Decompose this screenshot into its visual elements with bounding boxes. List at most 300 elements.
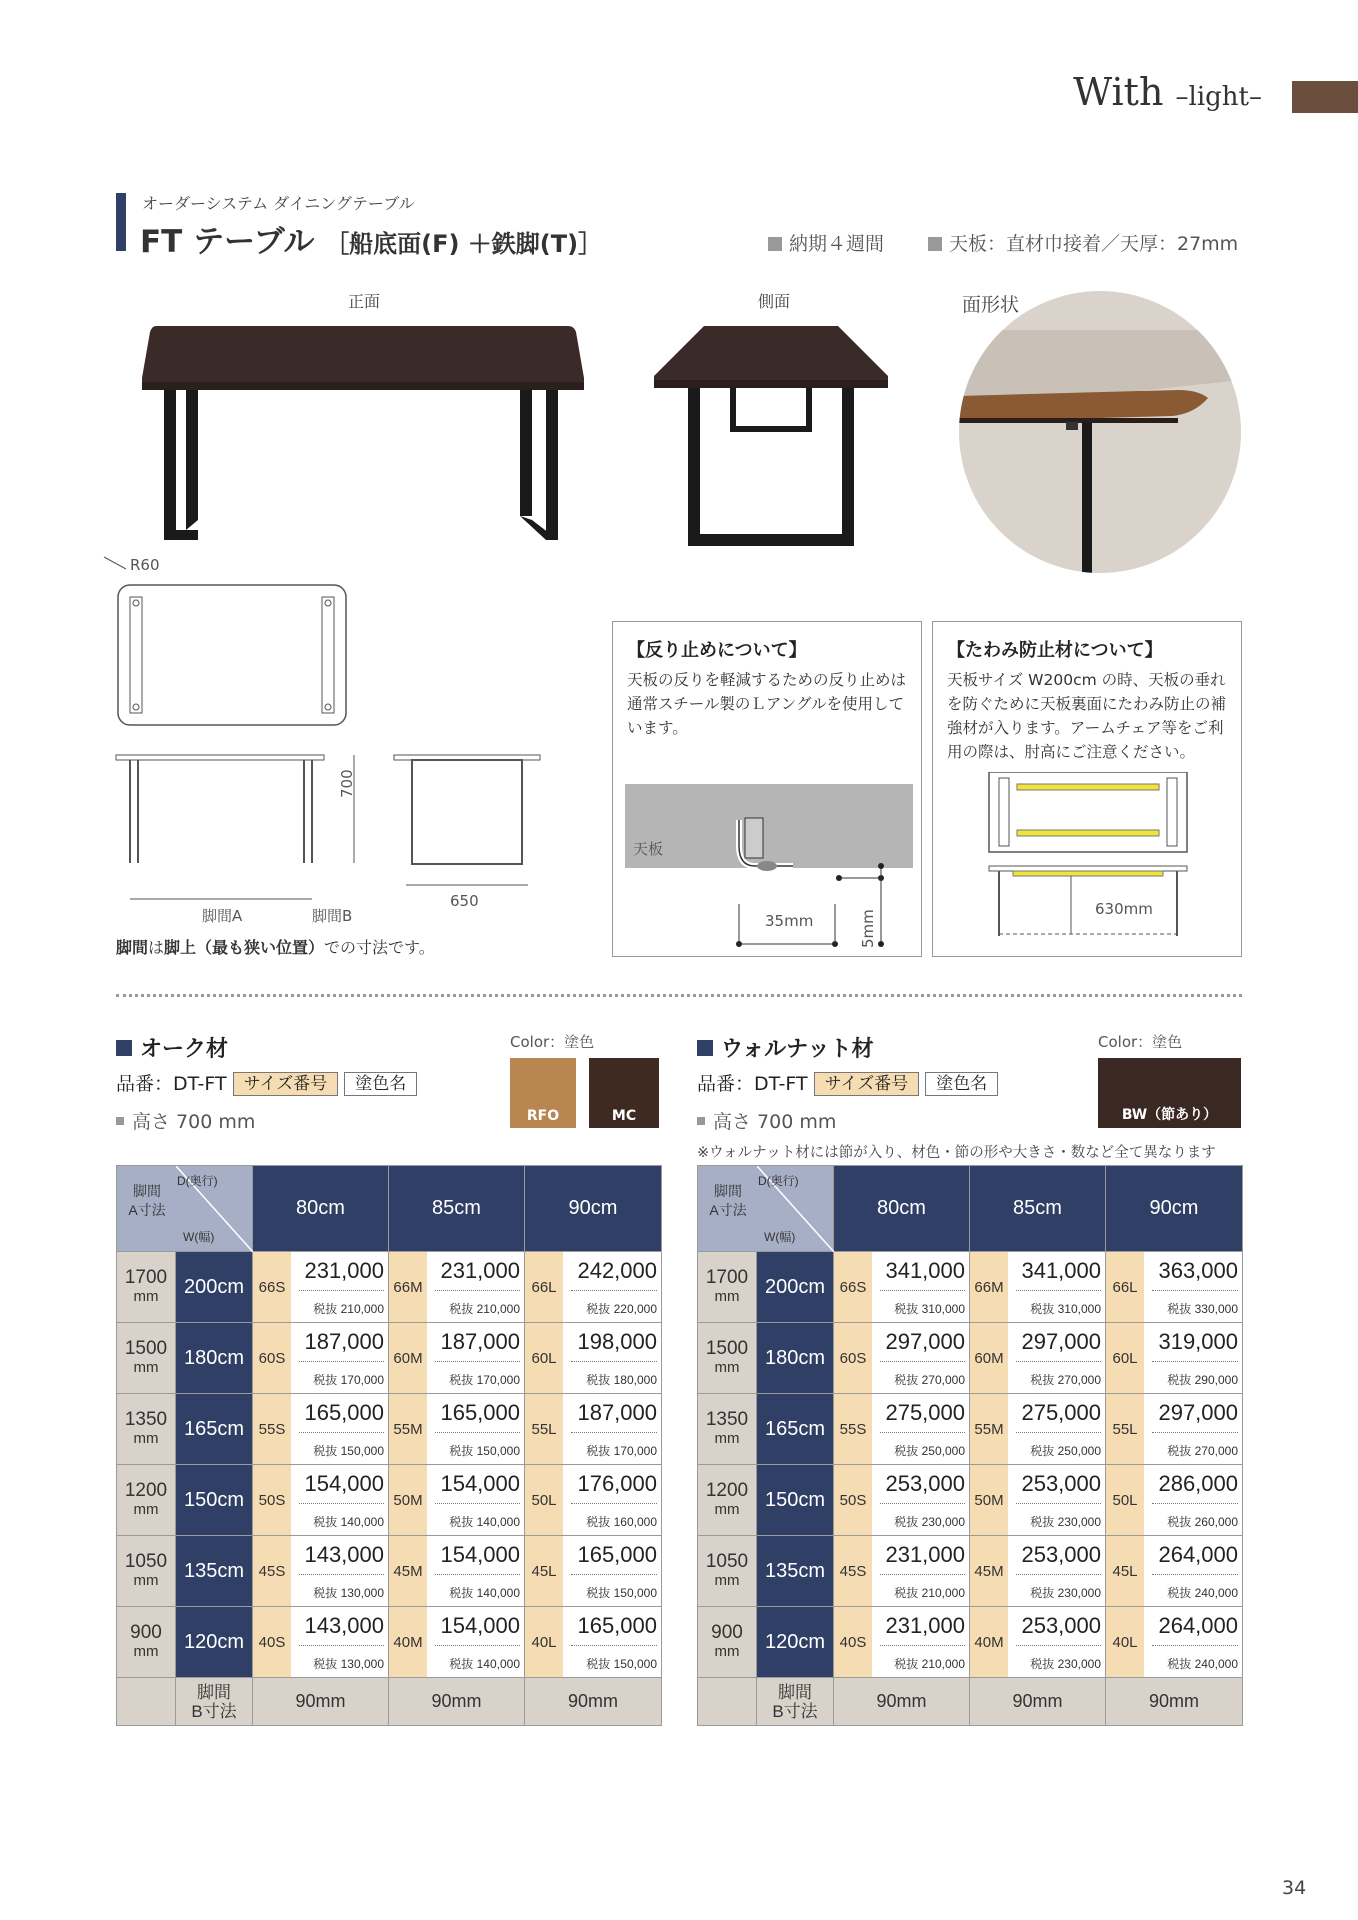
price-incl-tax: 319,000 [1158,1329,1238,1354]
price-excl-tax: 税抜 240,000 [1167,1657,1238,1671]
size-code: 60S [834,1323,872,1393]
leg-a-value: 1050 [705,1550,749,1572]
walnut-code-text: 品番：DT-FT [697,1073,808,1095]
price-excl-tax: 税抜 150,000 [313,1444,384,1458]
square-bullet-icon [697,1040,713,1056]
price-cell [1106,1323,1243,1394]
price-excl-tax: 税抜 230,000 [894,1515,965,1529]
brand-sub: –light– [1175,82,1262,112]
table-corner-header [117,1166,253,1252]
price-cell [389,1252,525,1323]
size-code: 50S [834,1465,872,1535]
width-cell: 180cm [176,1323,253,1394]
price-cell [389,1394,525,1465]
width-cell: 120cm [176,1607,253,1678]
size-code: 45S [834,1536,872,1606]
price-divider [1152,1503,1238,1504]
price-cell [1106,1607,1243,1678]
mm-unit: mm [714,1642,740,1660]
price-excl-tax: 税抜 140,000 [449,1657,520,1671]
price-incl-tax: 165,000 [440,1400,520,1425]
leg-a-cell [117,1323,176,1394]
price-cell [253,1607,389,1678]
size-code: 60M [389,1323,427,1393]
price-incl-tax: 154,000 [440,1613,520,1638]
mm-unit: mm [133,1500,159,1518]
price-excl-tax: 税抜 250,000 [1030,1444,1101,1458]
depth-column-header: 85cm [389,1166,525,1252]
width-cell: 150cm [757,1465,834,1536]
stiffener-dim: 630mm [1095,900,1153,918]
height-dim: 700 [338,769,356,798]
square-bullet-icon [116,1040,132,1056]
price-cell [389,1607,525,1678]
price-cell [970,1536,1106,1607]
price-incl-tax: 242,000 [577,1258,657,1283]
leg-a-cell [117,1607,176,1678]
price-divider [299,1290,384,1291]
price-divider [1016,1432,1101,1433]
spec-delivery-text: 納期４週間 [789,233,885,255]
price-cell [970,1394,1106,1465]
leg-a-value: 1350 [705,1408,749,1430]
size-code: 66S [253,1252,291,1322]
size-code: 66S [834,1252,872,1322]
price-incl-tax: 253,000 [1021,1613,1101,1638]
side-table-image [650,320,894,552]
footer-blank [117,1678,176,1726]
price-excl-tax: 税抜 330,000 [1167,1302,1238,1316]
square-bullet-icon [928,237,942,251]
price-excl-tax: 税抜 130,000 [313,1586,384,1600]
price-incl-tax: 187,000 [304,1329,384,1354]
depth-column-header: 80cm [253,1166,389,1252]
price-cell [525,1394,662,1465]
price-incl-tax: 187,000 [577,1400,657,1425]
oak-color-label: Color：塗色 [510,1033,595,1051]
mm-unit: mm [714,1287,740,1305]
walnut-color-label: Color：塗色 [1098,1033,1183,1051]
table-row [117,1465,662,1536]
radius-label: R60 [130,556,160,574]
price-excl-tax: 税抜 210,000 [894,1586,965,1600]
brand-bar [1292,81,1358,113]
size-code: 45L [1106,1536,1144,1606]
price-excl-tax: 税抜 230,000 [1030,1586,1101,1600]
price-excl-tax: 税抜 210,000 [894,1657,965,1671]
width-cell: 135cm [757,1536,834,1607]
price-divider [435,1503,520,1504]
spec-top-text: 天板：直材巾接着／天厚：27mm [949,233,1239,255]
depth-dim: 650 [450,892,479,910]
category-label: オーダーシステム ダイニングテーブル [142,194,415,213]
price-excl-tax: 税抜 250,000 [894,1444,965,1458]
square-bullet-icon [116,1117,124,1125]
size-code: 55L [525,1394,563,1464]
walnut-height-text: 高さ 700 mm [713,1111,837,1133]
width-header: W(幅) [764,1230,796,1244]
price-excl-tax: 税抜 220,000 [586,1302,657,1316]
price-cell [970,1252,1106,1323]
price-excl-tax: 税抜 310,000 [894,1302,965,1316]
size-code: 50L [525,1465,563,1535]
price-divider [1152,1361,1238,1362]
leg-b-value: 90mm [834,1678,970,1726]
mm-unit: mm [133,1571,159,1589]
price-divider [435,1361,520,1362]
price-cell [253,1465,389,1536]
depth-column-header: 80cm [834,1166,970,1252]
size-code: 40L [1106,1607,1144,1677]
leg-a-label: 脚間A [202,907,243,925]
spec-top [928,229,1238,256]
walnut-code [697,1069,998,1096]
price-divider [571,1503,657,1504]
price-excl-tax: 税抜 230,000 [1030,1515,1101,1529]
table-row [117,1252,662,1323]
price-incl-tax: 297,000 [885,1329,965,1354]
price-incl-tax: 253,000 [1021,1471,1101,1496]
leg-a-cell [698,1465,757,1536]
price-cell [389,1465,525,1536]
price-excl-tax: 税抜 270,000 [1167,1444,1238,1458]
leg-b-header: 脚間 B寸法 [757,1678,834,1726]
size-code: 40S [253,1607,291,1677]
price-incl-tax: 187,000 [440,1329,520,1354]
price-incl-tax: 264,000 [1158,1613,1238,1638]
leg-b-value: 90mm [1106,1678,1243,1726]
leg-b-value: 90mm [389,1678,525,1726]
price-divider [1152,1290,1238,1291]
oak-name: オーク材 [140,1037,229,1062]
price-excl-tax: 税抜 140,000 [449,1586,520,1600]
price-divider [571,1645,657,1646]
table-corner-header [698,1166,834,1252]
price-divider [880,1645,965,1646]
price-excl-tax: 税抜 150,000 [586,1586,657,1600]
price-excl-tax: 税抜 240,000 [1167,1586,1238,1600]
leg-a-header: 脚間 A寸法 [128,1183,166,1218]
spec-delivery [768,229,884,256]
price-cell [834,1536,970,1607]
price-divider [1152,1432,1238,1433]
board-label: 天板 [633,840,664,858]
table-row [117,1536,662,1607]
price-incl-tax: 286,000 [1158,1471,1238,1496]
price-cell [834,1323,970,1394]
mm-unit: mm [714,1571,740,1589]
title-subtitle: ［船底面(F) ＋鉄脚(T)］ [325,230,603,258]
size-code: 45M [389,1536,427,1606]
width-cell: 135cm [176,1536,253,1607]
price-divider [299,1432,384,1433]
price-cell [525,1465,662,1536]
price-divider [299,1574,384,1575]
foot-bold: 脚間 [116,938,149,957]
foot-rest: での寸法です。 [324,938,435,957]
oak-title [116,1032,228,1063]
price-incl-tax: 253,000 [885,1471,965,1496]
price-excl-tax: 税抜 260,000 [1167,1515,1238,1529]
depth-column-header: 90cm [525,1166,662,1252]
price-excl-tax: 税抜 210,000 [449,1302,520,1316]
price-divider [435,1432,520,1433]
price-incl-tax: 143,000 [304,1613,384,1638]
size-number-tag: サイズ番号 [233,1072,339,1096]
price-divider [880,1503,965,1504]
price-incl-tax: 165,000 [577,1613,657,1638]
depth-column-header: 90cm [1106,1166,1243,1252]
walnut-price-table [697,1165,1243,1726]
edge-view-label: 面形状 [962,294,1020,316]
price-excl-tax: 税抜 230,000 [1030,1657,1101,1671]
price-excl-tax: 税抜 270,000 [894,1373,965,1387]
size-number-tag: サイズ番号 [814,1072,920,1096]
size-code: 50M [389,1465,427,1535]
table-row [117,1394,662,1465]
mm-unit: mm [714,1429,740,1447]
size-code: 55L [1106,1394,1144,1464]
price-divider [571,1432,657,1433]
price-excl-tax: 税抜 170,000 [449,1373,520,1387]
note2-text: 天板サイズ W200cm の時、天板の垂れを防ぐために天板裏面にたわみ防止の補強材が入ります。アームチェア等をご利用の際は、肘高にご注意ください。 [947,671,1227,761]
paint-name-tag: 塗色名 [344,1072,417,1096]
price-divider [1016,1503,1101,1504]
price-incl-tax: 143,000 [304,1542,384,1567]
size-code: 60L [1106,1323,1144,1393]
price-excl-tax: 税抜 270,000 [1030,1373,1101,1387]
leg-a-value: 900 [711,1621,743,1643]
price-incl-tax: 297,000 [1158,1400,1238,1425]
width-cell: 200cm [757,1252,834,1323]
stiffener-diagram [973,772,1203,952]
price-excl-tax: 税抜 170,000 [313,1373,384,1387]
width-header: W(幅) [183,1230,215,1244]
table-row [698,1323,1243,1394]
swatch-label: MC [611,1108,637,1124]
page-title [140,216,602,261]
price-cell [253,1536,389,1607]
price-incl-tax: 154,000 [440,1542,520,1567]
price-cell [253,1323,389,1394]
price-divider [571,1574,657,1575]
leg-a-value: 1700 [124,1266,168,1288]
price-cell [525,1536,662,1607]
bracket-height-label: 5mm [859,909,877,948]
width-cell: 165cm [176,1394,253,1465]
price-incl-tax: 275,000 [1021,1400,1101,1425]
leg-a-value: 1200 [124,1479,168,1501]
price-incl-tax: 341,000 [1021,1258,1101,1283]
price-cell [253,1252,389,1323]
depth-column-header: 85cm [970,1166,1106,1252]
price-excl-tax: 税抜 130,000 [313,1657,384,1671]
price-excl-tax: 税抜 150,000 [449,1444,520,1458]
note1-title: 【反り止めについて】 [627,640,807,661]
size-code: 66M [389,1252,427,1322]
leg-a-value: 900 [130,1621,162,1643]
foot-bold2: 脚上（最も狭い位置） [164,938,325,957]
table-row [698,1465,1243,1536]
price-incl-tax: 231,000 [304,1258,384,1283]
mm-unit: mm [133,1287,159,1305]
square-bullet-icon [768,237,782,251]
price-incl-tax: 176,000 [577,1471,657,1496]
price-divider [880,1290,965,1291]
price-excl-tax: 税抜 290,000 [1167,1373,1238,1387]
leg-a-cell [117,1536,176,1607]
table-row [698,1607,1243,1678]
width-cell: 165cm [757,1394,834,1465]
front-table-image [136,320,586,550]
price-divider [880,1432,965,1433]
price-incl-tax: 264,000 [1158,1542,1238,1567]
leg-b-header: 脚間 B寸法 [176,1678,253,1726]
oak-price-table [116,1165,662,1726]
swatch-bw [1098,1058,1241,1128]
price-incl-tax: 297,000 [1021,1329,1101,1354]
size-code: 40S [834,1607,872,1677]
leg-a-cell [698,1323,757,1394]
price-excl-tax: 税抜 140,000 [313,1515,384,1529]
price-divider [299,1645,384,1646]
leg-a-value: 1350 [124,1408,168,1430]
price-cell [389,1323,525,1394]
size-code: 55M [970,1394,1008,1464]
section-divider [116,994,1242,997]
leg-a-value: 1050 [124,1550,168,1572]
price-excl-tax: 税抜 170,000 [586,1444,657,1458]
price-excl-tax: 税抜 140,000 [449,1515,520,1529]
leg-a-cell [117,1394,176,1465]
oak-code [116,1069,417,1096]
price-incl-tax: 231,000 [440,1258,520,1283]
size-code: 66M [970,1252,1008,1322]
size-code: 50M [970,1465,1008,1535]
price-divider [1152,1574,1238,1575]
depth-header: D(奥行) [758,1174,799,1188]
price-incl-tax: 341,000 [885,1258,965,1283]
price-divider [880,1361,965,1362]
leg-a-header: 脚間 A寸法 [709,1183,747,1218]
size-code: 45S [253,1536,291,1606]
width-cell: 150cm [176,1465,253,1536]
note-sag-prevention [932,621,1242,957]
price-cell [525,1607,662,1678]
price-excl-tax: 税抜 150,000 [586,1657,657,1671]
price-incl-tax: 253,000 [1021,1542,1101,1567]
price-cell [834,1394,970,1465]
price-divider [435,1645,520,1646]
mm-unit: mm [133,1358,159,1376]
size-code: 55S [834,1394,872,1464]
mm-unit: mm [714,1358,740,1376]
size-code: 50S [253,1465,291,1535]
price-cell [1106,1394,1243,1465]
mm-unit: mm [133,1642,159,1660]
price-divider [435,1290,520,1291]
brand-name: With [1073,70,1164,114]
price-divider [1016,1290,1101,1291]
size-code: 55S [253,1394,291,1464]
price-cell [834,1465,970,1536]
depth-header: D(奥行) [177,1174,218,1188]
title-text: FT テーブル [140,224,315,260]
width-cell: 120cm [757,1607,834,1678]
oak-height-text: 高さ 700 mm [132,1111,256,1133]
price-cell [1106,1536,1243,1607]
price-incl-tax: 165,000 [577,1542,657,1567]
price-divider [299,1503,384,1504]
oak-code-text: 品番：DT-FT [116,1073,227,1095]
price-incl-tax: 165,000 [304,1400,384,1425]
price-cell [253,1394,389,1465]
size-code: 60M [970,1323,1008,1393]
price-excl-tax: 税抜 160,000 [586,1515,657,1529]
price-incl-tax: 363,000 [1158,1258,1238,1283]
brand-logo [1073,70,1262,114]
swatch-mc [589,1058,659,1128]
title-accent-bar [116,193,126,251]
leg-a-cell [698,1536,757,1607]
price-cell [834,1252,970,1323]
price-excl-tax: 税抜 210,000 [313,1302,384,1316]
price-cell [834,1607,970,1678]
table-row [698,1252,1243,1323]
price-excl-tax: 税抜 180,000 [586,1373,657,1387]
walnut-note: ※ウォルナット材には節が入り、材色・節の形や大きさ・数など全て異なります [697,1145,1216,1161]
size-code: 55M [389,1394,427,1464]
size-code: 60L [525,1323,563,1393]
paint-name-tag: 塗色名 [925,1072,998,1096]
price-incl-tax: 198,000 [577,1329,657,1354]
price-incl-tax: 231,000 [885,1613,965,1638]
price-cell [1106,1465,1243,1536]
width-cell: 180cm [757,1323,834,1394]
price-incl-tax: 154,000 [304,1471,384,1496]
size-code: 45L [525,1536,563,1606]
leg-a-cell [698,1394,757,1465]
foot-mid: は [148,938,165,957]
price-cell [970,1465,1106,1536]
price-divider [1016,1645,1101,1646]
size-code: 66L [1106,1252,1144,1322]
oak-height [116,1107,255,1134]
leg-a-value: 1200 [705,1479,749,1501]
size-code: 40M [389,1607,427,1677]
footer-blank [698,1678,757,1726]
price-cell [525,1252,662,1323]
size-code: 45M [970,1536,1008,1606]
price-incl-tax: 275,000 [885,1400,965,1425]
swatch-rfo [510,1058,576,1128]
size-code: 60S [253,1323,291,1393]
swatch-label: RFO [526,1108,560,1124]
price-excl-tax: 税抜 310,000 [1030,1302,1101,1316]
price-cell [970,1323,1106,1394]
price-divider [571,1361,657,1362]
price-divider [1152,1645,1238,1646]
price-divider [1016,1574,1101,1575]
price-divider [880,1574,965,1575]
leg-b-value: 90mm [970,1678,1106,1726]
size-code: 40M [970,1607,1008,1677]
bracket-width-label: 35mm [765,912,814,930]
leg-b-value: 90mm [525,1678,662,1726]
mm-unit: mm [714,1500,740,1518]
table-row [117,1323,662,1394]
note2-title: 【たわみ防止材について】 [947,640,1163,661]
